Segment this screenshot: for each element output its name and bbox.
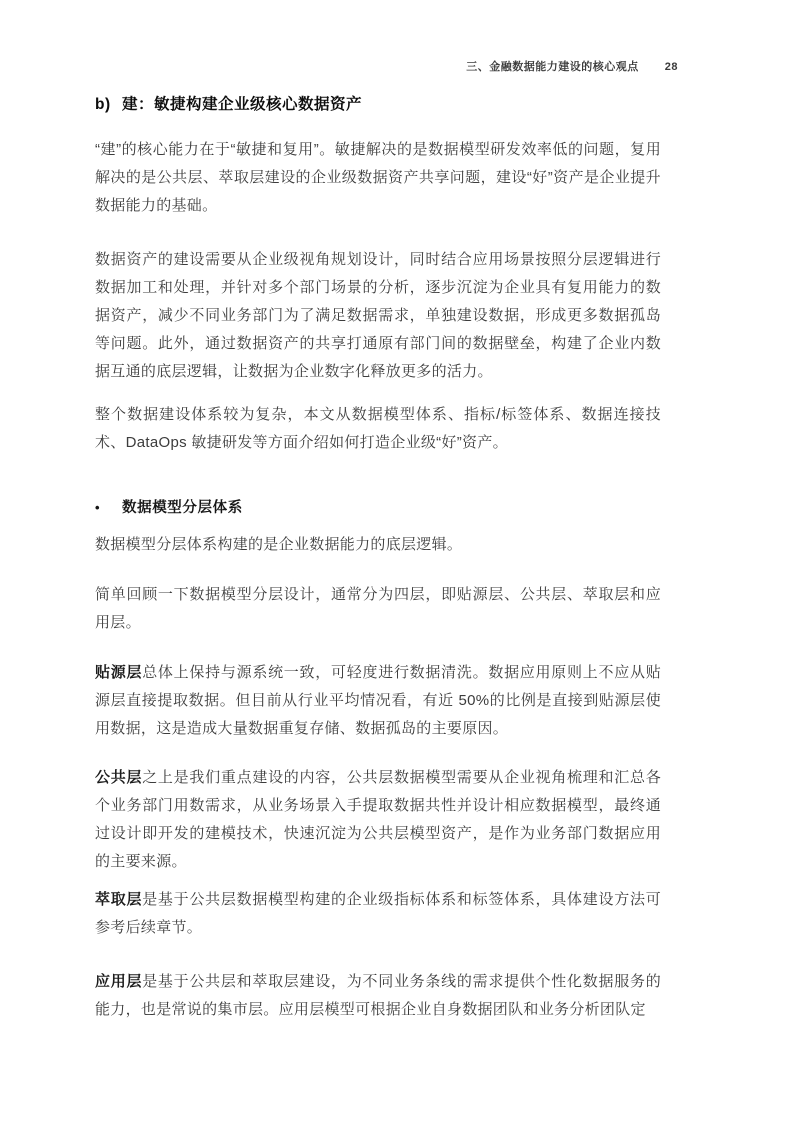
paragraph-text: 整个数据建设体系较为复杂，本文从数据模型体系、指标/标签体系、数据连接技术、DataOps 敏捷研发等方面介绍如何打造企业级“好”资产。 [95, 406, 661, 451]
section-heading-text: 建：敏捷构建企业级核心数据资产 [122, 96, 363, 113]
paragraph-text: “建”的核心能力在于“敏捷和复用”。敏捷解决的是数据模型研发效率低的问题，复用解决的是公共层、萃取层建设的企业级数据资产共享问题，建设“好”资产是企业提升数据能力的基础。 [95, 141, 661, 214]
paragraph-text: 数据资产的建设需要从企业级视角规划设计，同时结合应用场景按照分层逻辑进行数据加工和处理，并针对多个部门场景的分析，逐步沉淀为企业具有复用能力的数据资产，减少不同业务部门为了满足数据需求，单独建设数据，形成更多数据孤岛等问题。此外，通过数据资产的共享打通原有部门间的数据壁垒，构建了企业内数据互通的底层逻辑，让数据为企业数字化释放更多的活力。 [95, 251, 661, 380]
paragraph [95, 531, 661, 559]
paragraph [95, 659, 661, 743]
paragraph-text: 是基于公共层数据模型构建的企业级指标体系和标签体系，具体建设方法可参考后续章节。 [95, 891, 661, 936]
paragraph-text: 总体上保持与源系统一致，可轻度进行数据清洗。数据应用原则上不应从贴源层直接提取数据。但目前从行业平均情况看，有近 50%的比例是直接到贴源层使用数据，这是造成大量数据重复存储、数据孤岛的主要原因。 [95, 664, 661, 737]
paragraph [95, 764, 661, 876]
layer-term: 应用层 [95, 973, 143, 990]
paragraph [95, 886, 661, 942]
layer-term: 贴源层 [95, 664, 143, 681]
running-header-title: 三、金融数据能力建设的核心观点 [466, 61, 639, 73]
layer-term: 公共层 [95, 769, 143, 786]
bullet-icon: • [95, 500, 101, 515]
layer-term: 萃取层 [95, 891, 143, 908]
paragraph [95, 246, 661, 386]
bullet-heading [95, 494, 661, 522]
paragraph [95, 968, 661, 1024]
paragraph-text: 之上是我们重点建设的内容，公共层数据模型需要从企业视角梳理和汇总各个业务部门用数需求，从业务场景入手提取数据共性并设计相应数据模型，最终通过设计即开发的建模技术，快速沉淀为公共层模型资产，是作为业务部门数据应用的主要来源。 [95, 769, 661, 870]
paragraph [95, 581, 661, 637]
paragraph [95, 136, 661, 220]
bullet-heading-label: 数据模型分层体系 [122, 500, 243, 516]
paragraph-text: 数据模型分层体系构建的是企业数据能力的底层逻辑。 [95, 536, 463, 553]
paragraph-text: 简单回顾一下数据模型分层设计，通常分为四层，即贴源层、公共层、萃取层和应用层。 [95, 586, 661, 631]
paragraph-text: 是基于公共层和萃取层建设，为不同业务条线的需求提供个性化数据服务的能力，也是常说的集市层。应用层模型可根据企业自身数据团队和业务分析团队定 [95, 973, 661, 1018]
paragraph [95, 401, 661, 457]
page-number: 28 [664, 61, 678, 73]
section-heading-label: b) [95, 96, 111, 113]
